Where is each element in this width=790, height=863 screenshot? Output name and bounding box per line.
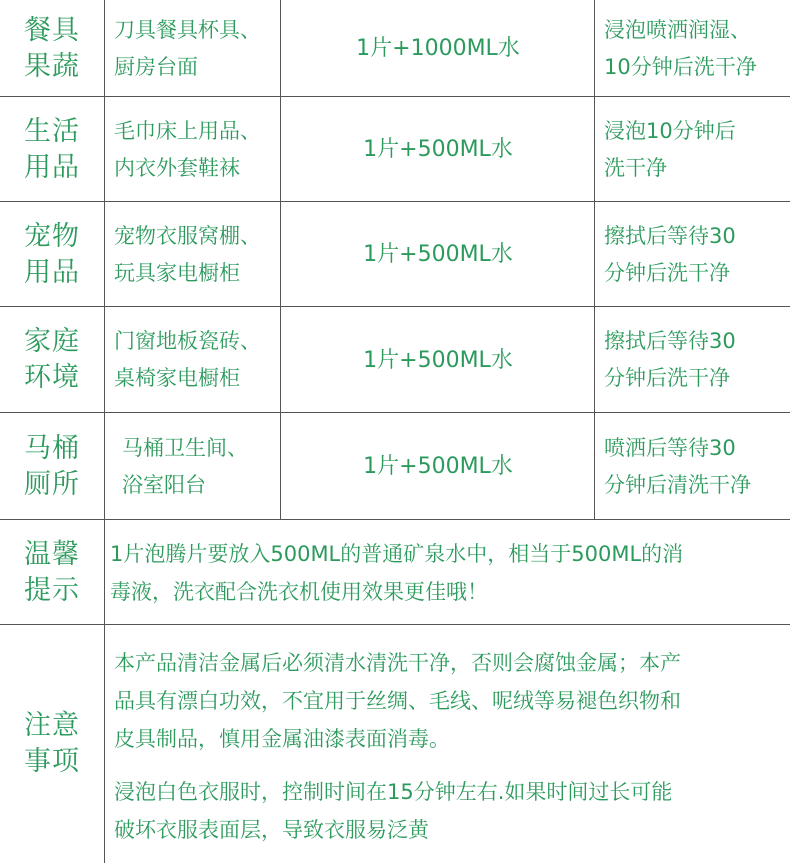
notes-title [0, 625, 104, 863]
category-line: 用品 [24, 256, 80, 288]
category-cell [0, 97, 104, 202]
method-cell [604, 97, 790, 202]
notes-paragraph [114, 644, 784, 758]
method-line: 洗干净 [604, 155, 667, 180]
method-line: 10分钟后洗干净 [604, 54, 757, 79]
method-line: 浸泡10分钟后 [604, 118, 736, 143]
column-divider [104, 0, 105, 863]
notes-line: 皮具制品，慎用金属油漆表面消毒。 [114, 727, 450, 751]
ratio-cell [282, 97, 594, 202]
category-line: 厕所 [24, 468, 80, 500]
table-row [0, 202, 790, 307]
tip-text [110, 520, 785, 625]
category-cell [0, 307, 104, 413]
category-line: 餐具 [24, 14, 80, 46]
notes-line: 浸泡白色衣服时，控制时间在15分钟左右.如果时间过长可能 [114, 780, 673, 804]
notes-line: 本产品清洁金属后必须清水清洗干净，否则会腐蚀金属；本产 [114, 651, 681, 675]
items-line: 毛巾床上用品、 [114, 118, 261, 143]
method-line: 浸泡喷洒润湿、 [604, 17, 751, 42]
ratio-text: 1片+500ML水 [363, 242, 513, 267]
items-line: 马桶卫生间、 [122, 435, 248, 460]
method-cell [604, 0, 790, 97]
category-line: 马桶 [24, 432, 80, 464]
ratio-text: 1片+1000ML水 [356, 36, 520, 61]
table-row [0, 413, 790, 520]
category-line: 生活 [24, 115, 80, 147]
items-line: 刀具餐具杯具、 [114, 17, 261, 42]
items-line: 门窗地板瓷砖、 [114, 329, 261, 353]
items-line: 内衣外套鞋袜 [114, 155, 240, 180]
tip-title-line: 温馨 [24, 538, 80, 570]
method-cell [604, 202, 790, 307]
tip-line: 毒液，洗衣配合洗衣机使用效果更佳哦！ [110, 579, 488, 604]
ratio-cell [282, 0, 594, 97]
items-line: 桌椅家电橱柜 [114, 366, 240, 390]
tip-row [0, 520, 790, 625]
items-line: 宠物衣服窝棚、 [114, 223, 261, 248]
table-row [0, 307, 790, 413]
ratio-cell [282, 307, 594, 413]
items-line: 厨房台面 [114, 54, 198, 79]
ratio-text: 1片+500ML水 [363, 137, 513, 162]
method-line: 分钟后洗干净 [604, 366, 730, 390]
method-line: 喷洒后等待30 [604, 435, 736, 460]
category-cell [0, 202, 104, 307]
ratio-cell [282, 413, 594, 520]
notes-line: 品具有漂白功效，不宜用于丝绸、毛线、呢绒等易褪色织物和 [114, 689, 681, 713]
method-line: 分钟后洗干净 [604, 260, 730, 285]
category-cell [0, 413, 104, 520]
method-cell [604, 307, 790, 413]
category-line: 果蔬 [24, 50, 80, 82]
tip-title [0, 520, 104, 625]
items-line: 玩具家电橱柜 [114, 260, 240, 285]
column-divider [594, 0, 595, 520]
items-cell [114, 202, 280, 307]
notes-paragraph [114, 773, 784, 849]
items-cell [114, 413, 288, 520]
method-line: 擦拭后等待30 [604, 223, 736, 248]
notes-text [114, 644, 784, 849]
notes-title-line: 注意 [24, 710, 80, 741]
notes-row [0, 625, 790, 863]
category-line: 用品 [24, 151, 80, 183]
category-line: 环境 [24, 362, 80, 393]
tip-line: 1片泡腾片要放入500ML的普通矿泉水中，相当于500ML的消 [110, 541, 684, 566]
items-cell [114, 307, 280, 413]
table-row [0, 0, 790, 97]
notes-line: 破坏衣服表面层，导致衣服易泛黄 [114, 818, 429, 842]
method-cell [604, 413, 790, 520]
tip-title-line: 提示 [24, 574, 80, 606]
ratio-text: 1片+500ML水 [363, 347, 513, 373]
items-line: 浴室阳台 [122, 472, 206, 497]
method-line: 擦拭后等待30 [604, 329, 736, 353]
table-row [0, 97, 790, 202]
category-line: 宠物 [24, 220, 80, 252]
items-cell [114, 0, 280, 97]
notes-title-line: 事项 [24, 746, 80, 777]
column-divider [280, 0, 281, 520]
items-cell [114, 97, 280, 202]
method-line: 分钟后清洗干净 [604, 472, 751, 497]
ratio-cell [282, 202, 594, 307]
category-line: 家庭 [24, 326, 80, 357]
category-cell [0, 0, 104, 97]
ratio-text: 1片+500ML水 [363, 454, 513, 479]
